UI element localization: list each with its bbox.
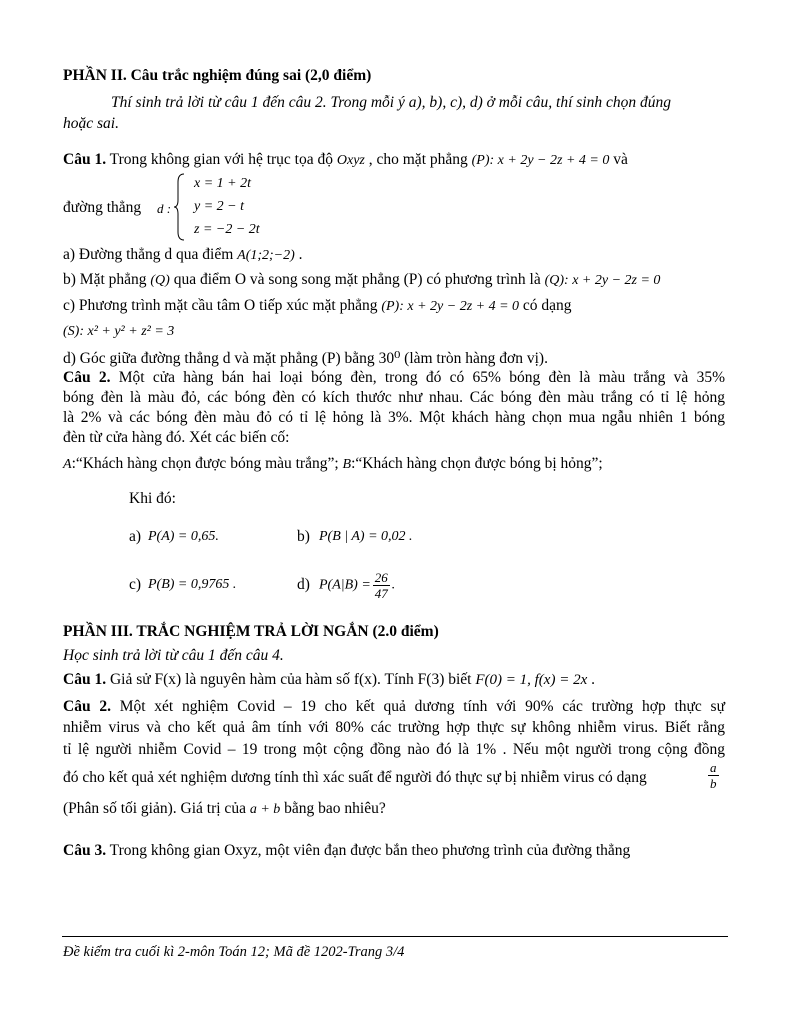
p2-q1-option-b: [63, 270, 660, 291]
event-a-symbol: A: [63, 457, 72, 472]
option-c-plane: (P): x + 2y − 2z + 4 = 0: [381, 299, 520, 314]
choice-b-label: b): [297, 528, 310, 545]
part2-heading: PHẦN II. Câu trắc nghiệm đúng sai (2,0 điểm): [63, 67, 372, 84]
p3-q3-label: Câu 3.: [63, 842, 107, 859]
choice-b: P(B | A) = 0,02 .: [319, 529, 413, 544]
choice-d-post: .: [391, 577, 396, 593]
fraction-denominator: 47: [374, 586, 388, 601]
p2-q1-intro: [63, 150, 628, 171]
plane-q-symbol: (Q): [150, 273, 170, 288]
choice-a: P(A) = 0,65.: [148, 529, 219, 544]
oxyz-label: Oxyz: [336, 153, 365, 168]
fraction-ab: [708, 760, 719, 791]
p2-q1-option-a: [63, 245, 303, 266]
system-eq-x: x = 1 + 2t: [194, 176, 251, 191]
option-a-end: .: [294, 246, 303, 263]
p3-q3-text: Trong không gian Oxyz, một viên đạn được bắn theo phương trình của đường thẳng: [106, 842, 631, 859]
khi-do: Khi đó:: [129, 490, 176, 507]
fraction-a: a: [710, 760, 717, 775]
p2-q1-text-b: , cho mặt phẳng: [364, 151, 472, 168]
system-eq-y: y = 2 − t: [194, 199, 244, 214]
p2-q2-line3: là 2% và các bóng đèn màu đỏ có tỉ lệ hỏng là 3%. Một khách hàng chọn mua ngẫu nhiên 1 bóng: [63, 409, 725, 426]
p3-q2-l5a: (Phân số tối giản). Giá trị của: [63, 800, 250, 817]
p3-q3: [63, 841, 630, 861]
p3-q2-l5b: bằng bao nhiêu?: [280, 800, 386, 817]
plane-p-equation: (P): x + 2y − 2z + 4 = 0: [471, 153, 610, 168]
p3-q1: [63, 670, 595, 690]
footer-divider: [62, 936, 728, 937]
p3-q2-line3: tỉ lệ người nhiễm Covid – 19 trong một cộng đồng nào đó là 1% . Nếu một người trong cộng đồng: [63, 741, 725, 758]
p2-q1-text-a: Trong không gian với hệ trục tọa độ: [106, 151, 337, 168]
fraction-26-47: [373, 570, 390, 601]
part2-instruction-line1: Thí sinh trả lời từ câu 1 đến câu 2. Trong mỗi ý a), b), c), d) ở mỗi câu, thí sinh chọn đúng: [111, 94, 671, 111]
p3-q2-line2: nhiễm virus và cho kết quả âm tính với 80% các trường hợp thực sự không nhiễm virus. Biết rằng: [63, 719, 725, 736]
p2-q1-option-c: [63, 296, 572, 317]
system-eq-z: z = −2 − 2t: [194, 222, 260, 237]
p2-q2-label: Câu 2.: [63, 369, 111, 386]
choice-c-label: c): [129, 576, 142, 593]
d-symbol: d :: [157, 201, 172, 216]
p3-q2-l1: Một xét nghiệm Covid – 19 cho kết quả dương tính với 90% các trường hợp thực sự: [110, 698, 725, 715]
option-c-text1: c) Phương trình mặt cầu tâm O tiếp xúc mặt phẳng: [63, 297, 382, 314]
choice-d: [319, 570, 395, 601]
choice-d-pre: P(A|B) =: [319, 577, 371, 593]
p3-q2-line4: đó cho kết quả xét nghiệm dương tính thì xác suất để người đó thực sự bị nhiễm virus có dạng: [63, 769, 647, 786]
line-d-system: [174, 172, 269, 242]
p3-q1-end: .: [587, 671, 595, 688]
p2-q1-text-c: và: [609, 151, 628, 168]
option-a-text: a) Đường thẳng d qua điểm: [63, 246, 238, 263]
choice-d-label: d): [297, 576, 310, 593]
option-d-angle: 30⁰: [378, 350, 401, 367]
page-footer: Đề kiểm tra cuối kì 2-môn Toán 12; Mã đề 1202-Trang 3/4: [63, 944, 405, 960]
p3-q2-line5: [63, 799, 386, 820]
part3-heading: PHẦN III. TRẮC NGHIỆM TRẢ LỜI NGẮN (2.0 điểm): [63, 623, 439, 640]
event-a-text: :“Khách hàng chọn được bóng màu trắng”;: [71, 455, 343, 472]
choice-a-label: a): [129, 528, 142, 545]
fraction-a-b: [706, 760, 721, 791]
p3-q1-label: Câu 1.: [63, 671, 107, 688]
fraction-b: b: [710, 776, 717, 791]
part3-instruction: Học sinh trả lời từ câu 1 đến câu 4.: [63, 647, 284, 664]
option-b-text1: b) Mặt phẳng: [63, 271, 151, 288]
option-b-text2: qua điểm O và song song mặt phẳng (P) có phương trình là: [169, 271, 545, 288]
p3-q1-math: F(0) = 1, f(x) = 2x: [475, 672, 588, 688]
part2-instruction-line2: hoặc sai.: [63, 115, 119, 132]
brace-icon: [174, 172, 186, 242]
p3-q1-text: Giả sử F(x) là nguyên hàm của hàm số f(x). Tính F(3) biết: [106, 671, 476, 688]
line-d-text: đường thẳng: [63, 199, 142, 216]
p2-q2-line2: bóng đèn là màu đỏ, các bóng đèn có kích thước như nhau. Các bóng đèn màu trắng có tỉ lệ hỏng: [63, 389, 725, 406]
point-a: A(1;2;−2): [237, 248, 295, 263]
p2-q2-line1: [63, 368, 725, 388]
line-d-label: [63, 198, 141, 218]
fraction-numerator: 26: [374, 570, 388, 585]
p2-q2-l1: Một cửa hàng bán hai loại bóng đèn, trong đó có 65% bóng đèn là màu trắng và 35%: [110, 369, 725, 386]
event-b-text: :“Khách hàng chọn được bóng bị hỏng”;: [351, 455, 603, 472]
p2-q1-option-d: [63, 349, 548, 369]
option-d-text2: (làm tròn hàng đơn vị).: [400, 350, 548, 367]
p2-q1-label: Câu 1.: [63, 151, 107, 168]
p2-q2-events: [63, 454, 603, 475]
sphere-equation: (S): x² + y² + z² = 3: [63, 324, 175, 339]
p3-q2-sum: a + b: [249, 802, 281, 817]
event-b-symbol: B: [342, 457, 352, 472]
p3-q2-label: Câu 2.: [63, 698, 111, 715]
p2-q2-line4: đèn từ cửa hàng đó. Xét các biến cố:: [63, 429, 290, 446]
plane-q-equation: (Q): x + 2y − 2z = 0: [544, 273, 661, 288]
option-c-text2: có dạng: [519, 297, 572, 314]
choice-c: P(B) = 0,9765 .: [148, 577, 237, 592]
p3-q2-line1: [63, 697, 725, 717]
option-d-text1: d) Góc giữa đường thẳng d và mặt phẳng (P) bằng: [63, 350, 379, 367]
